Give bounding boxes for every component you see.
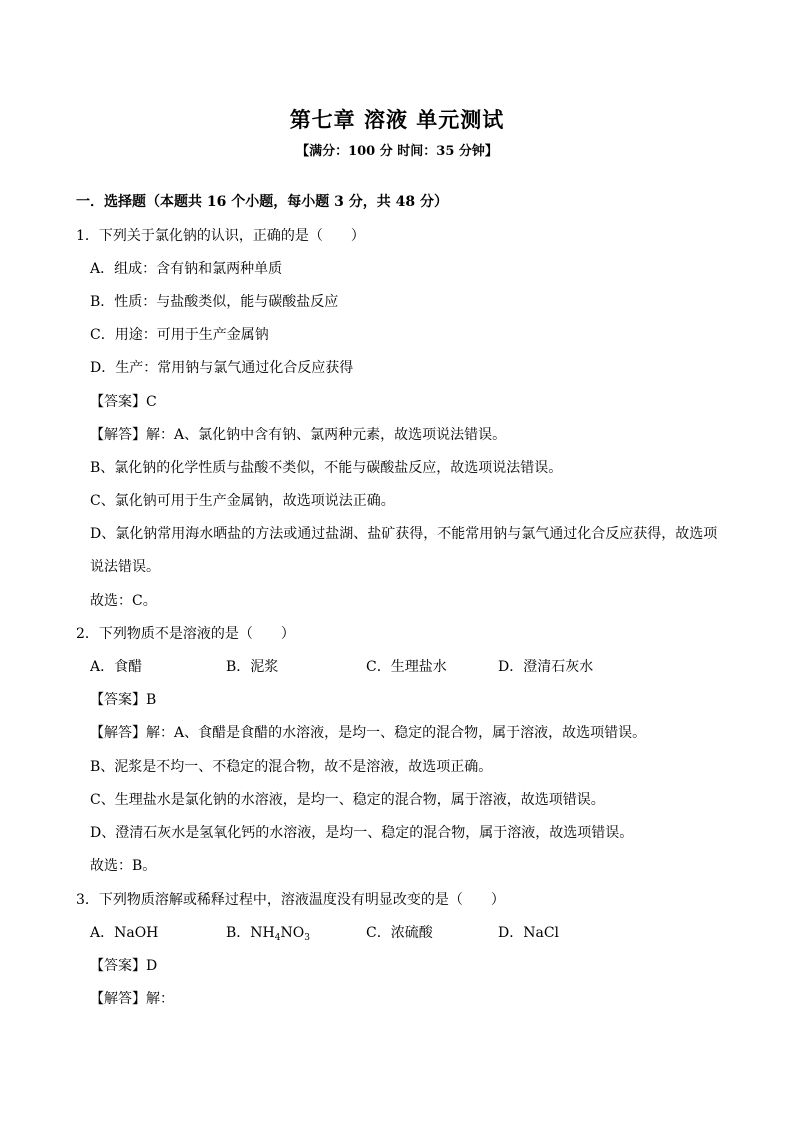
q2-stem: 2．下列物质不是溶液的是（ ） (76, 626, 295, 642)
q1-option-c: C．用途：可用于生产金属钠 (90, 327, 269, 343)
q2-option-b: B．泥浆 (226, 659, 279, 675)
q2-option-c: C．生理盐水 (366, 659, 447, 675)
q3-option-b-subscript: 4 (274, 933, 281, 943)
q3-stem: 3．下列物质溶解或稀释过程中，溶液温度没有明显改变的是（ ） (76, 892, 505, 908)
q1-option-b: B．性质：与盐酸类似，能与碳酸盐反应 (90, 294, 339, 310)
q3-option-c: C．浓硫酸 (366, 925, 433, 941)
q1-stem: 1．下列关于氯化钠的认识，正确的是（ ） (76, 228, 365, 244)
q1-conclusion: 故选：C。 (90, 593, 157, 609)
q3-option-d: D．NaCl (498, 925, 560, 941)
q3-analysis-start: 【解答】解： (90, 991, 174, 1007)
q1-analysis-line: 【解答】解：A、氯化钠中含有钠、氯两种元素，故选项说法错误。 (90, 427, 507, 443)
q3-option-a: A．NaOH (90, 925, 159, 941)
q2-answer: 【答案】B (90, 692, 157, 708)
q2-analysis-line: B、泥浆是不均一、不稳定的混合物，故不是溶液，故选项正确。 (90, 759, 493, 775)
q1-analysis-line: D、氯化钠常用海水晒盐的方法或通过盐湖、盐矿获得，不能常用钠与氯气通过化合反应获得，故选项 (90, 526, 718, 542)
page-title: 第七章 溶液 单元测试 (289, 107, 505, 132)
q3-option-b-mid: NO (280, 925, 305, 941)
q1-option-a: A．组成：含有钠和氯两种单质 (90, 261, 283, 277)
q2-analysis-line: C、生理盐水是氯化钠的水溶液，是均一、稳定的混合物，属于溶液，故选项错误。 (90, 792, 605, 808)
q1-analysis-line: 说法错误。 (90, 559, 160, 575)
q3-option-b (226, 924, 310, 942)
q2-option-a: A．食醋 (90, 659, 143, 675)
q1-option-d: D．生产：常用钠与氯气通过化合反应获得 (90, 360, 354, 376)
q3-option-b-prefix: B．NH (226, 925, 275, 941)
q2-analysis-line: 【解答】解：A、食醋是食醋的水溶液，是均一、稳定的混合物，属于溶液，故选项错误。 (90, 725, 647, 741)
q3-answer: 【答案】D (90, 958, 158, 974)
q3-option-b-subscript: 3 (304, 933, 310, 943)
section-heading: 一．选择题（本题共 16 个小题，每小题 3 分，共 48 分） (76, 194, 448, 210)
q1-answer: 【答案】C (90, 394, 157, 410)
q1-analysis-line: C、氯化钠可用于生产金属钠，故选项说法正确。 (90, 493, 395, 509)
q2-option-d: D．澄清石灰水 (498, 659, 594, 675)
q1-analysis-line: B、氯化钠的化学性质与盐酸不类似，不能与碳酸盐反应，故选项说法错误。 (90, 460, 563, 476)
q2-conclusion: 故选：B。 (90, 858, 157, 874)
q2-analysis-line: D、澄清石灰水是氢氧化钙的水溶液，是均一、稳定的混合物，属于溶液，故选项错误。 (90, 825, 634, 841)
page-subtitle: 【满分：100 分 时间：35 分钟】 (296, 144, 498, 159)
